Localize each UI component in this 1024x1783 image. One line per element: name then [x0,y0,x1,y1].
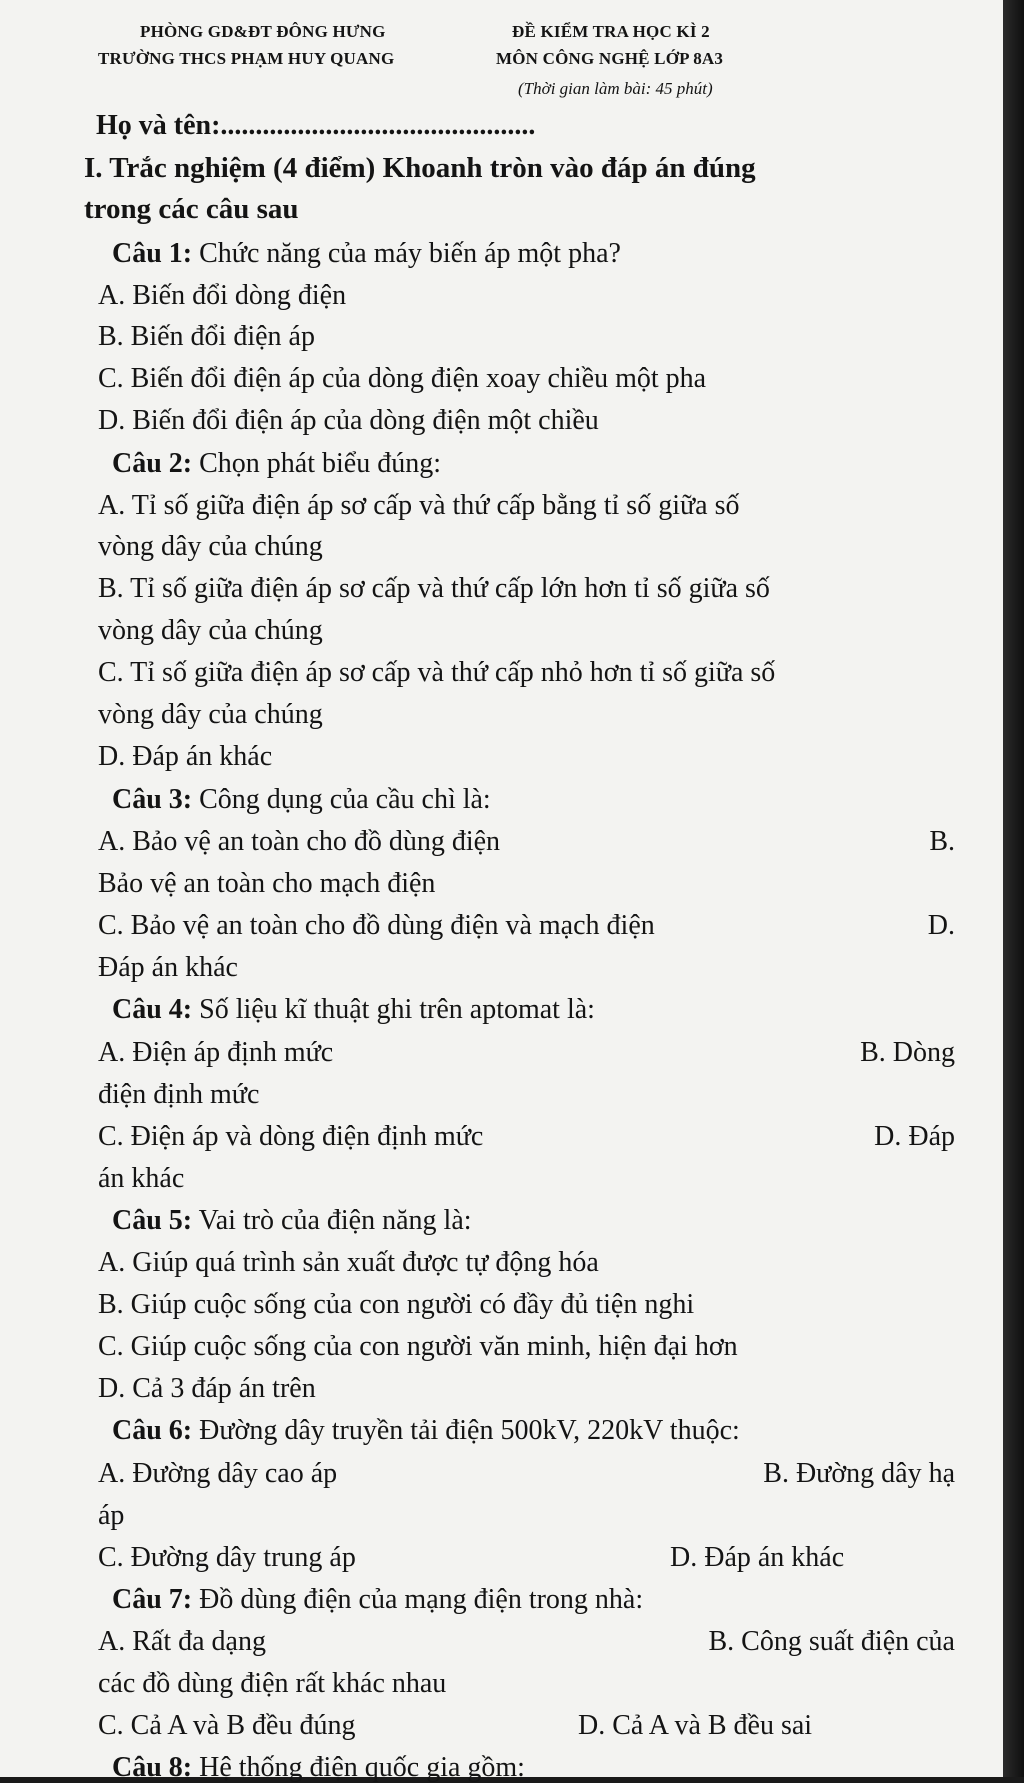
office-name: PHÒNG GD&ĐT ĐÔNG HƯNG [140,22,386,41]
q3-option-d: Đáp án khác [98,952,238,983]
q2-option-a-cont: vòng dây của chúng [98,531,323,562]
dark-edge [1003,0,1024,1777]
q2-option-c: C. Tỉ số giữa điện áp sơ cấp và thứ cấp nhỏ hơn tỉ số giữa số [98,657,776,688]
question-label: Câu 1: [112,238,193,269]
exam-title: ĐỀ KIỂM TRA HỌC KÌ 2 [512,22,710,41]
section-title: I. Trắc nghiệm (4 điểm) Khoanh tròn vào đáp án đúng [84,152,756,184]
question-1 [112,240,621,268]
q5-option-a: A. Giúp quá trình sản xuất được tự động hóa [98,1247,599,1278]
q7-option-a: A. Rất đa dạng [98,1626,266,1657]
q2-option-c-cont: vòng dây của chúng [98,699,323,730]
question-5 [112,1207,472,1235]
q1-option-d: D. Biến đổi điện áp của dòng điện một chiều [98,405,599,436]
q3-option-b-letter: B. [929,826,955,857]
question-text: Số liệu kĩ thuật ghi trên aptomat là: [192,994,595,1025]
subject-class: MÔN CÔNG NGHỆ LỚP 8A3 [496,49,724,68]
q7-option-c: C. Cả A và B đều đúng [98,1710,356,1741]
q7-option-b: B. Công suất điện của [708,1626,955,1657]
q3-option-b: Bảo vệ an toàn cho mạch điện [98,868,436,899]
q2-option-b-cont: vòng dây của chúng [98,615,323,646]
question-text: Công dụng của cầu chì là: [192,784,491,815]
q2-option-d: D. Đáp án khác [98,741,273,772]
q1-option-b: B. Biến đổi điện áp [98,321,315,352]
q6-option-b: B. Đường dây hạ [763,1458,955,1489]
q6-option-b-cont: áp [98,1500,125,1531]
question-4 [112,996,595,1024]
q6-option-c: C. Đường dây trung áp [98,1542,356,1573]
time-note: (Thời gian làm bài: 45 phút) [518,79,713,98]
question-3 [112,786,491,814]
question-label: Câu 2: [112,448,193,479]
student-name-field: Họ và tên:............................................. [96,110,536,141]
question-label: Câu 4: [112,994,193,1025]
q5-option-b: B. Giúp cuộc sống của con người có đầy đủ tiện nghi [98,1289,695,1320]
question-label: Câu 7: [112,1584,193,1615]
q5-option-d: D. Cả 3 đáp án trên [98,1373,316,1404]
q3-option-a: A. Bảo vệ an toàn cho đồ dùng điện [98,826,501,857]
q4-option-d: D. Đáp [874,1121,955,1152]
question-text: Chức năng của máy biến áp một pha? [192,238,621,269]
question-7 [112,1586,643,1614]
question-text: Hệ thống điện quốc gia gồm: [192,1752,525,1783]
question-text: Đường dây truyền tải điện 500kV, 220kV thuộc: [192,1415,740,1446]
q1-option-c: C. Biến đổi điện áp của dòng điện xoay chiều một pha [98,363,707,394]
q2-option-b: B. Tỉ số giữa điện áp sơ cấp và thứ cấp lớn hơn tỉ số giữa số [98,573,770,604]
question-text: Vai trò của điện năng là: [192,1205,472,1236]
q3-option-c: C. Bảo vệ an toàn cho đồ dùng điện và mạch điện [98,910,655,941]
question-2 [112,450,441,478]
q1-option-a: A. Biến đổi dòng điện [98,280,347,311]
question-label: Câu 3: [112,784,193,815]
question-label: Câu 5: [112,1205,193,1236]
q4-option-b: B. Dòng [860,1037,955,1068]
q5-option-c: C. Giúp cuộc sống của con người văn minh, hiện đại hơn [98,1331,738,1362]
school-name: TRƯỜNG THCS PHẠM HUY QUANG [98,49,395,68]
q2-option-a: A. Tỉ số giữa điện áp sơ cấp và thứ cấp bằng tỉ số giữa số [98,490,740,521]
q3-option-d-letter: D. [927,910,955,941]
q4-option-b-cont: điện định mức [98,1079,260,1110]
q4-option-c: C. Điện áp và dòng điện định mức [98,1121,484,1152]
question-6 [112,1417,740,1445]
q7-option-d: D. Cả A và B đều sai [578,1710,813,1741]
question-text: Đồ dùng điện của mạng điện trong nhà: [192,1584,644,1615]
q6-option-d: D. Đáp án khác [670,1542,845,1573]
question-8 [112,1754,525,1782]
question-text: Chọn phát biểu đúng: [192,448,441,479]
q4-option-d-cont: án khác [98,1163,185,1194]
q7-option-b-cont: các đồ dùng điện rất khác nhau [98,1668,447,1699]
question-label: Câu 8: [112,1752,193,1783]
question-label: Câu 6: [112,1415,193,1446]
section-title-cont: trong các câu sau [84,193,299,225]
q6-option-a: A. Đường dây cao áp [98,1458,338,1489]
q4-option-a: A. Điện áp định mức [98,1037,334,1068]
